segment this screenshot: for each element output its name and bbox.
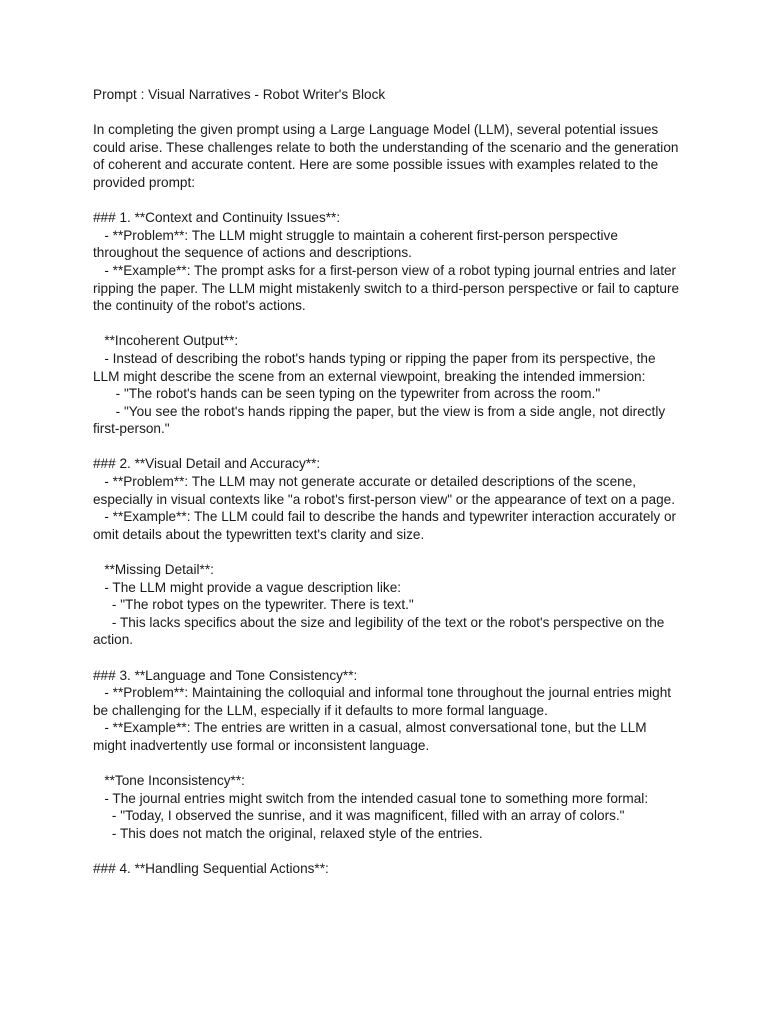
section-3-example: - **Example**: The entries are written in a casual, almost conversational tone, but the LLM might inadvertently use formal or inconsistent language. <box>93 720 651 753</box>
section-2-example: - **Example**: The LLM could fail to describe the hands and typewriter interaction accurately or omit details about the typewritten text's clarity and size. <box>93 509 680 542</box>
document-title: Prompt : Visual Narratives - Robot Writer's Block <box>93 87 386 102</box>
section-2-quote-2: - This lacks specifics about the size and legibility of the text or the robot's perspective on the action. <box>93 614 669 648</box>
section-2-problem: - **Problem**: The LLM may not generate accurate or detailed descriptions of the scene, especially in visual contexts like "a robot's first-person view" or the appearance of text on a page. <box>93 474 675 507</box>
section-2-detail: - The LLM might provide a vague description like: <box>93 579 402 595</box>
section-1-quote-2: - "You see the robot's hands ripping the paper, but the view is from a side angle, not directly first-person." <box>93 403 669 437</box>
section-4-heading: ### 4. **Handling Sequential Actions**: <box>93 861 329 877</box>
section-2-quote-1: - "The robot types on the typewriter. There is text." <box>93 597 414 613</box>
document-body <box>93 86 683 878</box>
section-3-quote-1: - "Today, I observed the sunrise, and it was magnificent, filled with an array of colors." <box>93 808 625 824</box>
section-1-subheading: **Incoherent Output**: <box>93 333 239 349</box>
section-1-example: - **Example**: The prompt asks for a first-person view of a robot typing journal entries and later ripping the paper. The LLM might mistakenly switch to a third-person perspective or fail to capture the continuity of the robot's actions. <box>93 262 683 314</box>
section-3-problem: - **Problem**: Maintaining the colloquial and informal tone throughout the journal entries might be challenging for the LLM, especially if it defaults to more formal language. <box>93 685 675 718</box>
section-3-quote-2: - This does not match the original, relaxed style of the entries. <box>93 825 483 841</box>
section-2-heading: ### 2. **Visual Detail and Accuracy**: <box>93 456 321 472</box>
section-2-subheading: **Missing Detail**: <box>93 562 214 578</box>
intro-paragraph: In completing the given prompt using a Large Language Model (LLM), several potential issues could arise. These challenges relate to both the understanding of the scenario and the generation of coherent and accurate content. Here are some possible issues with examples related to the provided prompt: <box>93 122 683 190</box>
section-1-heading: ### 1. **Context and Continuity Issues**: <box>93 210 341 226</box>
section-1-problem: - **Problem**: The LLM might struggle to maintain a coherent first-person perspective throughout the sequence of actions and descriptions. <box>93 227 622 261</box>
section-3-subheading: **Tone Inconsistency**: <box>93 773 245 789</box>
section-3-heading: ### 3. **Language and Tone Consistency**: <box>93 667 358 683</box>
section-1-detail: - Instead of describing the robot's hands typing or ripping the paper from its perspective, the LLM might describe the scene from an external viewpoint, breaking the intended immersion: <box>93 350 660 384</box>
section-3-detail: - The journal entries might switch from the intended casual tone to something more formal: <box>93 790 649 806</box>
section-1-quote-1: - "The robot's hands can be seen typing on the typewriter from across the room." <box>93 386 601 402</box>
